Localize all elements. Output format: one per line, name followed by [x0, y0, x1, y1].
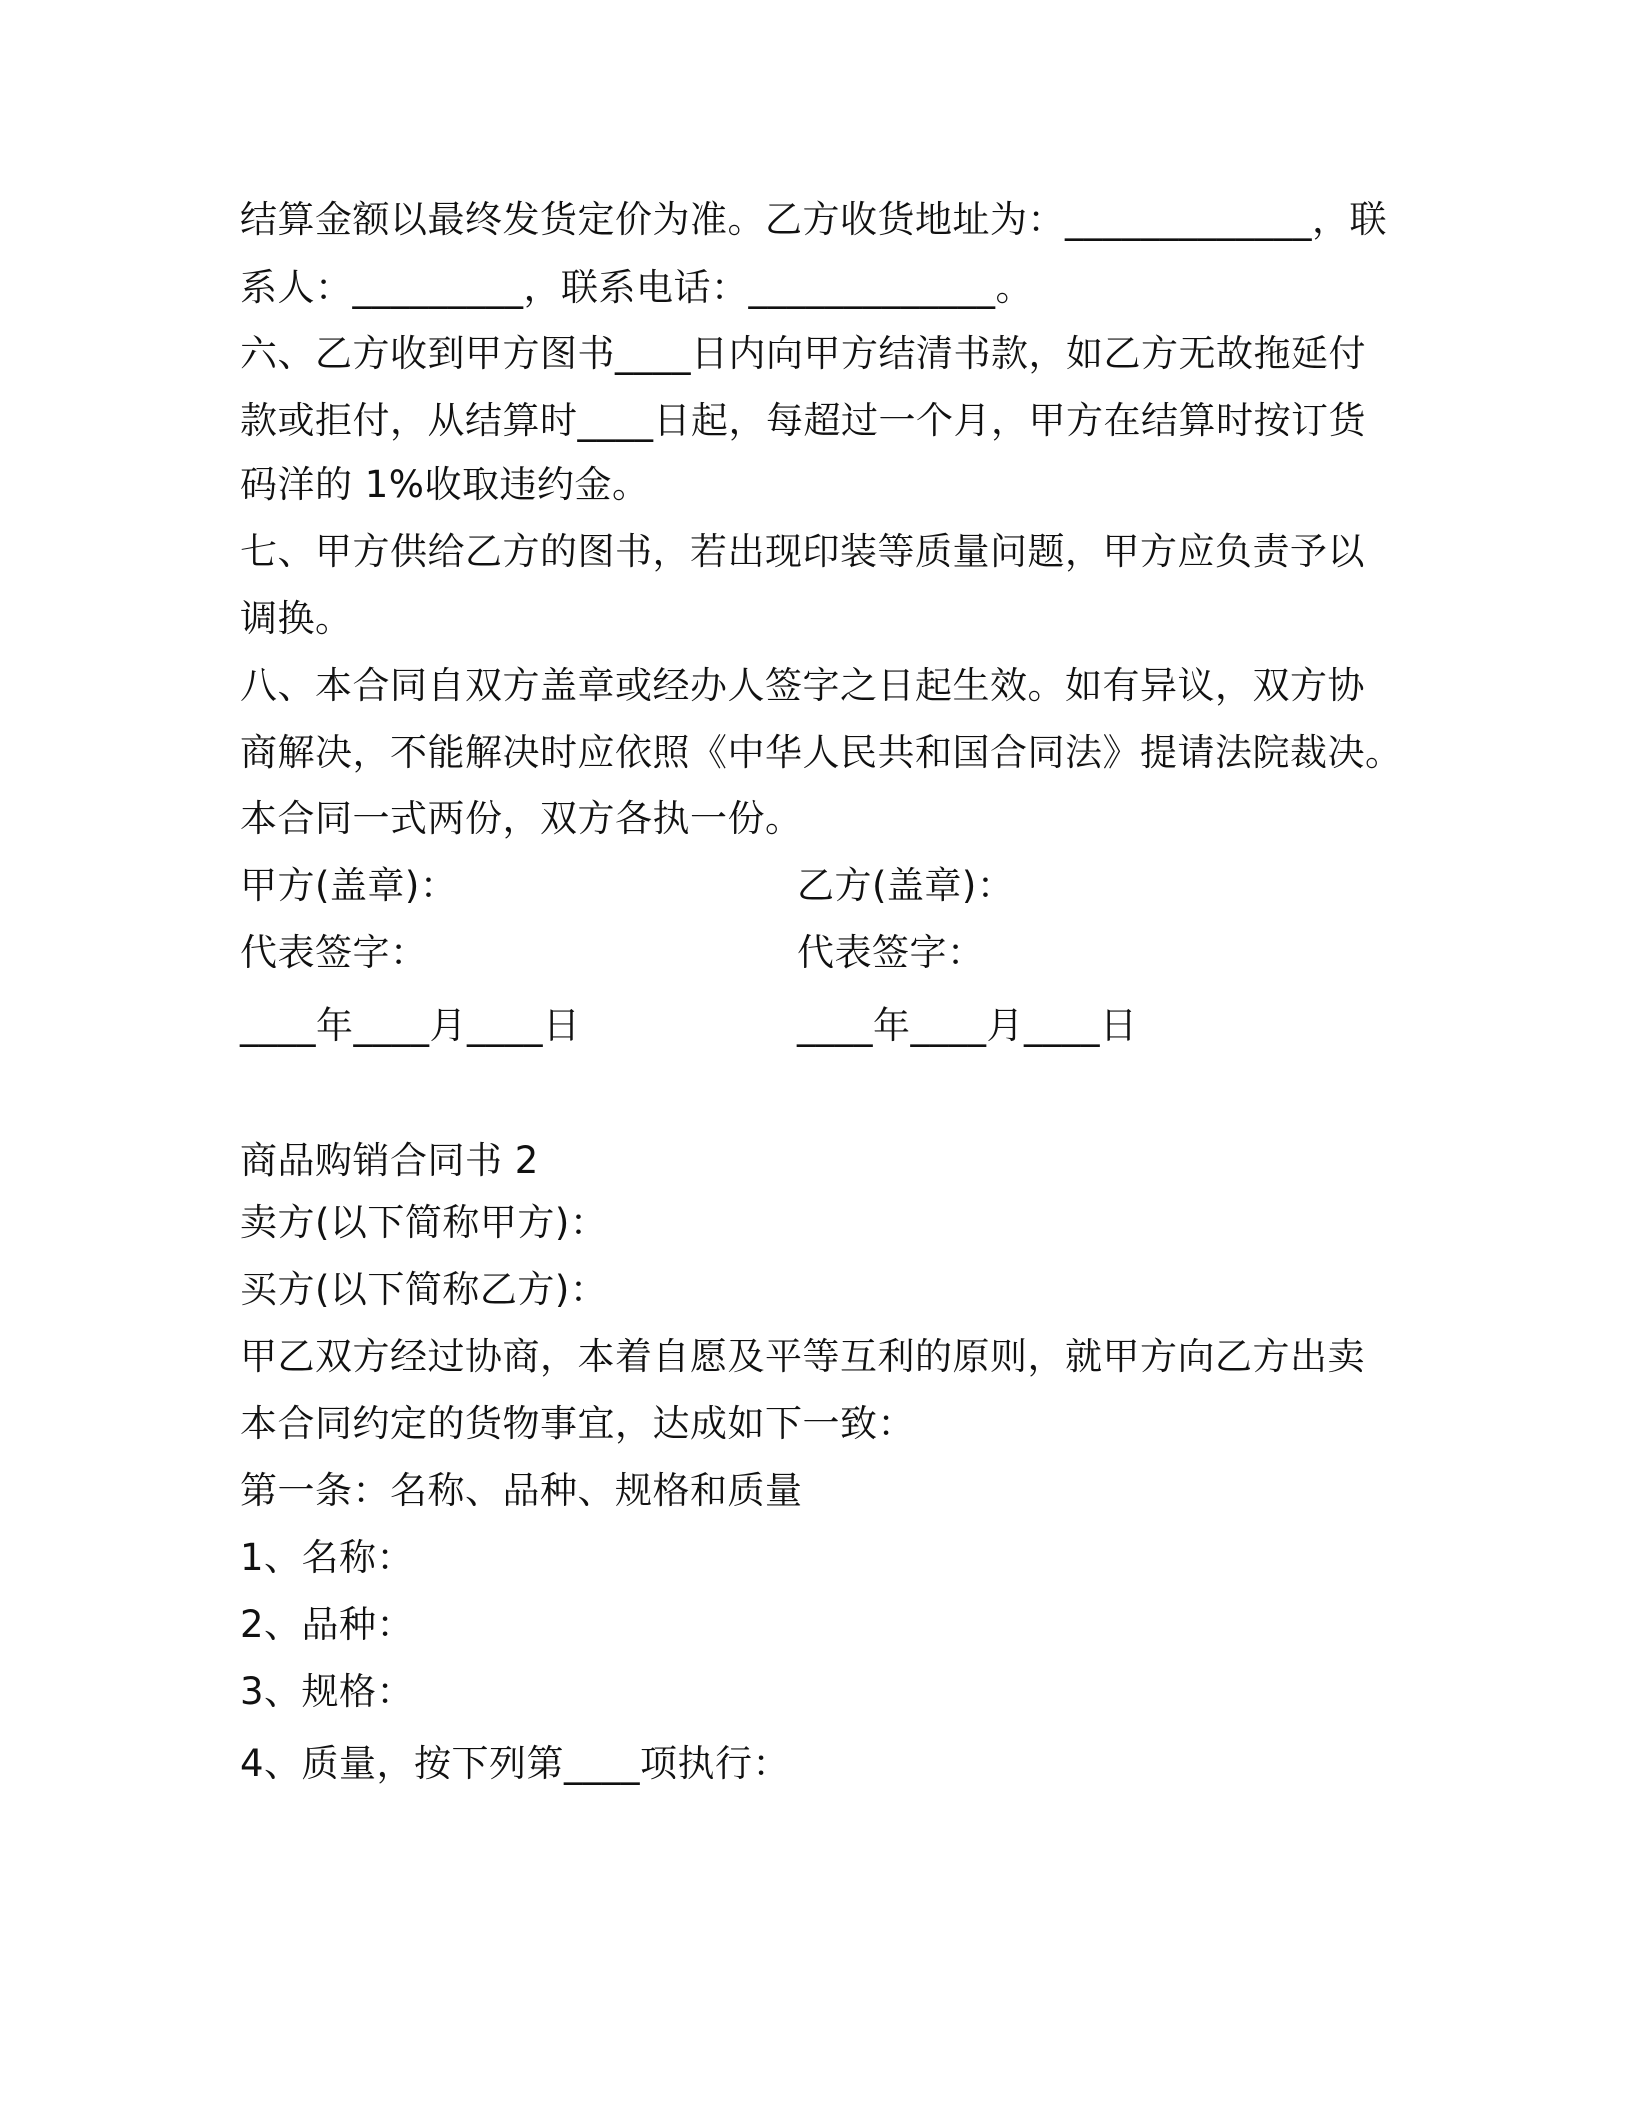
party-a-seal: 甲方(盖章)：	[240, 864, 458, 907]
clause-6-line-3: 码洋的 1%收取违约金。	[240, 463, 650, 506]
article-1-heading: 第一条：名称、品种、规格和质量	[240, 1469, 803, 1512]
intro-line-2: 本合同约定的货物事宜，达成如下一致：	[240, 1402, 915, 1445]
clause-7-line-2: 调换。	[240, 597, 353, 640]
clause-6-line-2: 款或拒付，从结算时____日起，每超过一个月，甲方在结算时按订货	[240, 399, 1366, 442]
clause-7-line-1: 七、甲方供给乙方的图书，若出现印装等质量问题，甲方应负责予以	[240, 530, 1365, 573]
clause-8-line-3: 本合同一式两份，双方各执一份。	[240, 797, 803, 840]
contract-2-title: 商品购销合同书 2	[240, 1139, 539, 1182]
clause-8-line-2: 商解决，不能解决时应依照《中华人民共和国合同法》提请法院裁决。	[240, 731, 1403, 774]
party-b-date: ____年____月____日	[797, 1004, 1138, 1047]
item-name: 1、名称：	[240, 1536, 415, 1579]
party-b-seal: 乙方(盖章)：	[797, 864, 1015, 907]
party-a-date: ____年____月____日	[240, 1004, 581, 1047]
contact-line: 系人：_________，联系电话：_____________。	[240, 266, 1033, 309]
clause-8-line-1: 八、本合同自双方盖章或经办人签字之日起生效。如有异议，双方协	[240, 664, 1365, 707]
buyer-line: 买方(以下简称乙方)：	[240, 1268, 608, 1311]
seller-line: 卖方(以下简称甲方)：	[240, 1201, 608, 1244]
item-quality: 4、质量，按下列第____项执行：	[240, 1742, 791, 1785]
party-b-representative: 代表签字：	[797, 931, 985, 974]
item-variety: 2、品种：	[240, 1603, 415, 1646]
settlement-address-line: 结算金额以最终发货定价为准。乙方收货地址为：_____________，联	[240, 198, 1387, 241]
clause-6-line-1: 六、乙方收到甲方图书____日内向甲方结清书款，如乙方无故拖延付	[240, 332, 1366, 375]
party-a-representative: 代表签字：	[240, 931, 428, 974]
intro-line-1: 甲乙双方经过协商，本着自愿及平等互利的原则，就甲方向乙方出卖	[240, 1335, 1365, 1378]
item-specification: 3、规格：	[240, 1670, 415, 1713]
